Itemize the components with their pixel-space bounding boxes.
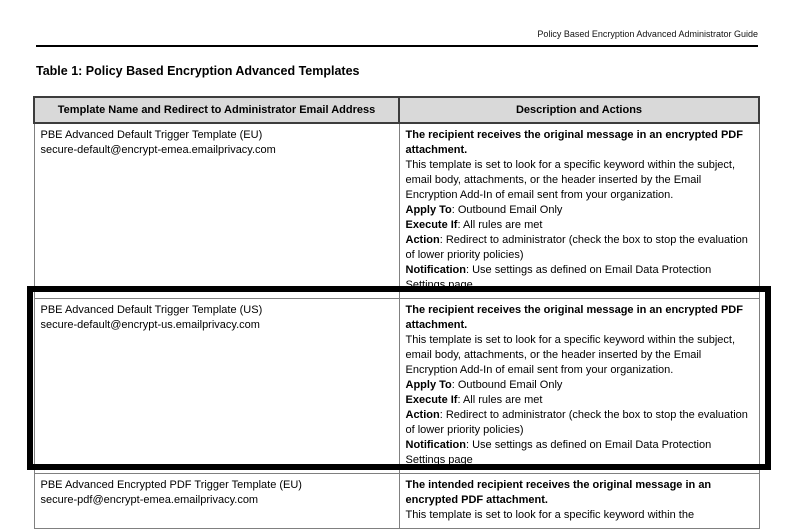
description-body: This template is set to look for a specific keyword within the subject, email body, attachments, or the header inserted by the Email Encryption Add-In of email sent from your organization.: [405, 334, 736, 376]
redirect-email: secure-default@encrypt-emea.emailprivacy.com: [40, 144, 276, 156]
table-row: [34, 123, 759, 299]
template-name-cell: [34, 123, 399, 299]
field-execute-if: Execute If: All rules are met: [405, 219, 543, 231]
field-execute-if: Execute If: All rules are met: [405, 394, 543, 406]
table-row: [34, 474, 759, 529]
template-name-cell: [34, 299, 399, 474]
template-name: PBE Advanced Encrypted PDF Trigger Template (EU): [40, 479, 302, 491]
table-header-row: [34, 97, 759, 123]
column-header-template-name: Template Name and Redirect to Administrator Email Address: [34, 97, 399, 123]
templates-table: [33, 96, 760, 529]
description-cell: [399, 123, 759, 299]
redirect-email: secure-default@encrypt-us.emailprivacy.com: [40, 319, 260, 331]
description-heading: The recipient receives the original message in an encrypted PDF attachment.: [405, 304, 743, 331]
redirect-email: secure-pdf@encrypt-emea.emailprivacy.com: [40, 494, 259, 506]
description-heading: The intended recipient receives the original message in an encrypted PDF attachment.: [405, 479, 712, 506]
description-body: This template is set to look for a specific keyword within the subject, email body, attachments, or the header inserted by the Email Encryption Add-In of email sent from your organization.: [405, 159, 736, 201]
field-apply-to: Apply To: Outbound Email Only: [405, 204, 563, 216]
template-name-cell: [34, 474, 399, 529]
description-cell: [399, 299, 759, 474]
field-action: Action: Redirect to administrator (check the box to stop the evaluation of lower priority policies): [405, 409, 748, 436]
field-apply-to: Apply To: Outbound Email Only: [405, 379, 563, 391]
running-header-title: Policy Based Encryption Advanced Administrator Guide: [537, 29, 758, 39]
description-heading: The recipient receives the original message in an encrypted PDF attachment.: [405, 129, 743, 156]
field-action: Action: Redirect to administrator (check the box to stop the evaluation of lower priority policies): [405, 234, 748, 261]
description-cell: [399, 474, 759, 529]
description-body: This template is set to look for a specific keyword within the: [405, 509, 695, 521]
template-name: PBE Advanced Default Trigger Template (US): [40, 304, 263, 316]
table-row-highlighted: [34, 299, 759, 474]
template-name: PBE Advanced Default Trigger Template (EU): [40, 129, 263, 141]
field-notification: Notification: Use settings as defined on Email Data Protection Settings page: [405, 264, 712, 291]
table-caption: Table 1: Policy Based Encryption Advanced Templates: [36, 64, 360, 78]
header-rule: [36, 45, 758, 47]
field-notification: Notification: Use settings as defined on Email Data Protection Settings page: [405, 439, 712, 466]
column-header-description: Description and Actions: [399, 97, 759, 123]
